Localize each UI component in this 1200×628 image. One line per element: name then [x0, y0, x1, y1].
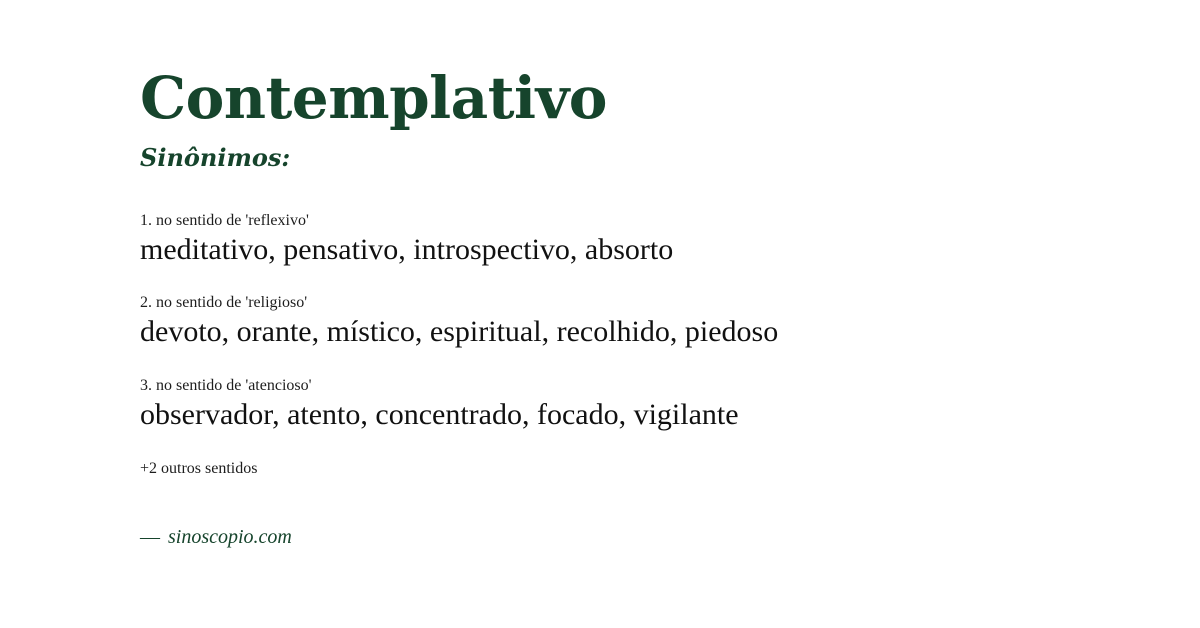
sense-synonyms: observador, atento, concentrado, focado, vigilante [140, 398, 739, 432]
more-senses-note: +2 outros sentidos [140, 459, 258, 477]
list-item [140, 294, 1120, 351]
sense-label: 2. no sentido de 'religioso' [140, 294, 308, 312]
sense-synonyms: meditativo, pensativo, introspectivo, absorto [140, 232, 674, 266]
page-title: Contemplativo [140, 64, 607, 132]
synonyms-heading: Sinônimos: [140, 142, 291, 172]
sense-label: 3. no sentido de 'atencioso' [140, 377, 312, 395]
sense-label: 1. no sentido de 'reflexivo' [140, 211, 309, 229]
list-item [140, 212, 1120, 269]
source-name: sinoscopio.com [168, 525, 292, 548]
sense-list [140, 212, 1120, 434]
em-dash: — [140, 525, 160, 548]
list-item [140, 377, 1120, 434]
source-attribution [140, 526, 1120, 549]
sense-synonyms: devoto, orante, místico, espiritual, recolhido, piedoso [140, 315, 779, 349]
